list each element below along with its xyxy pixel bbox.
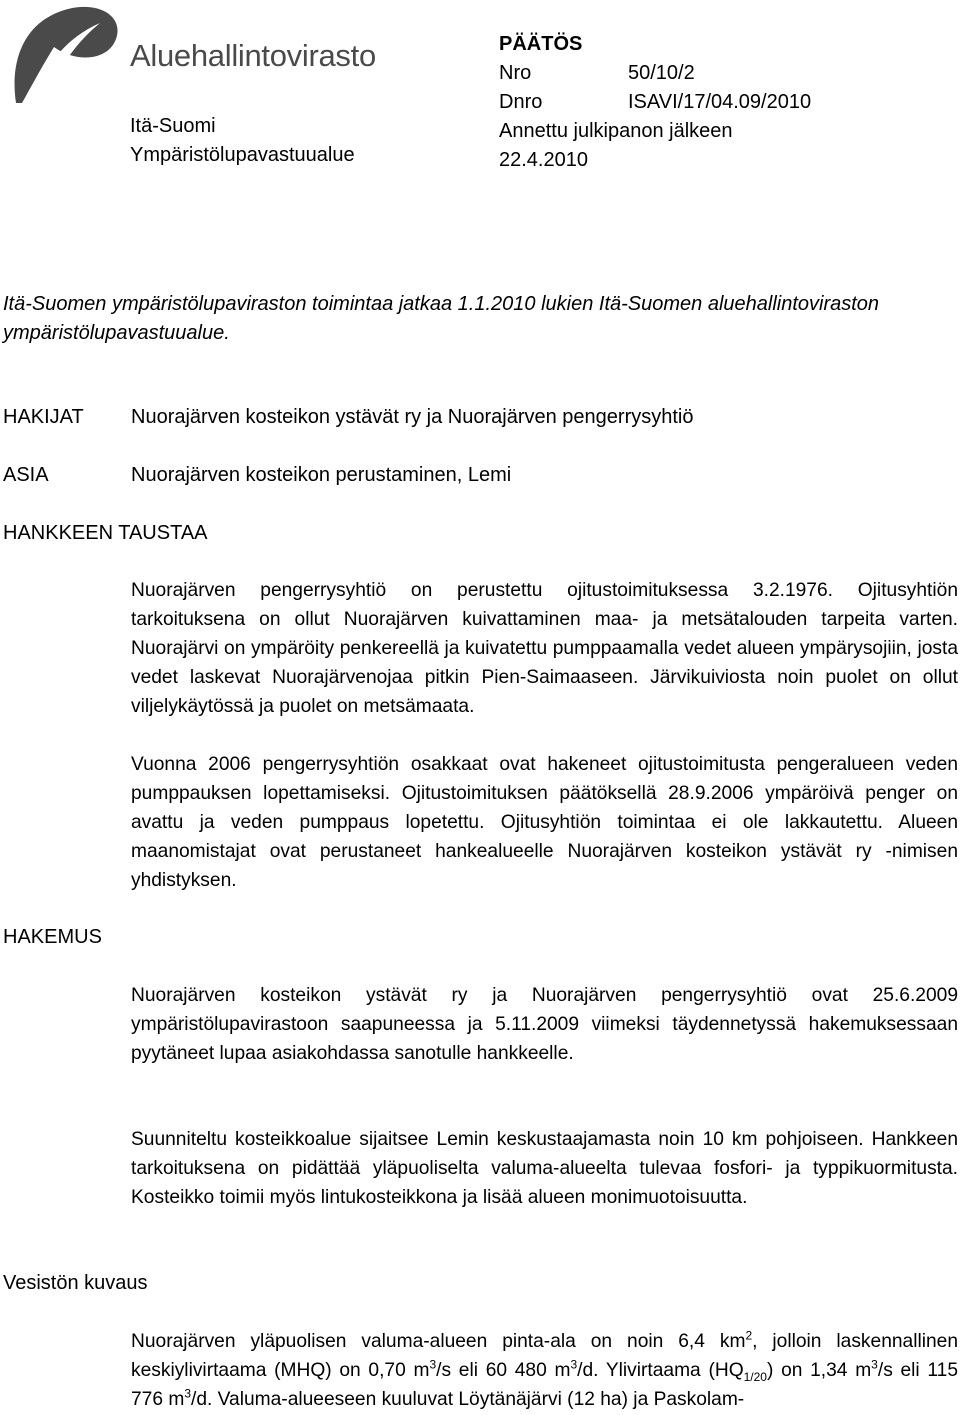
asia-label: ASIA: [3, 464, 49, 486]
decision-title: PÄÄTÖS: [499, 33, 583, 55]
section-heading-hakemus: HAKEMUS: [3, 926, 102, 948]
org-region: Itä-Suomi: [130, 115, 216, 137]
hakijat-label: HAKIJAT: [3, 406, 84, 428]
logo-wordmark: Aluehallintovirasto: [130, 38, 376, 73]
decision-header: [499, 30, 811, 175]
section-heading-vesisto: Vesistön kuvaus: [3, 1272, 148, 1294]
dnro-label: Dnro: [499, 91, 543, 113]
organisation-block: [130, 112, 355, 170]
dnro-value: ISAVI/17/04.09/2010: [628, 91, 812, 113]
taustaa-paragraph-2: Vuonna 2006 pengerrysyhtiön osakkaat ovat hakeneet ojitustoimitusta pengeralueen veden pumppauksen lopettamiseksi. Ojitustoimituksen päätöksellä 28.9.2006 ympäröivä penger on avattu ja veden pumppaus lopetettu. Ojitusyhtiön toimintaa ei ole lakkautettu. Alueen maanomistajat ovat perustaneet hankealueelle Nuorajärven kosteikon ystävät ry -nimisen yhdistyksen.: [131, 754, 958, 891]
asia-value: Nuorajärven kosteikon perustaminen, Lemi: [131, 464, 512, 486]
section-heading-taustaa: HANKKEEN TAUSTAA: [3, 522, 208, 544]
announced-label: Annettu julkipanon jälkeen: [499, 120, 733, 142]
org-unit: Ympäristölupavastuualue: [130, 144, 355, 166]
hakemus-paragraph-1: Nuorajärven kosteikon ystävät ry ja Nuorajärven pengerrysyhtiö ovat 25.6.2009 ympäristölupavirastoon saapuneessa ja 5.11.2009 viimeksi täydennetyssä hakemuksessaan pyytäneet lupaa asiakohdassa sanotulle hankkeelle.: [131, 985, 958, 1064]
nro-value: 50/10/2: [628, 62, 695, 84]
nro-label: Nro: [499, 62, 532, 84]
hakijat-value: Nuorajärven kosteikon ystävät ry ja Nuorajärven pengerrysyhtiö: [131, 406, 694, 428]
vesisto-paragraph-1: Nuorajärven yläpuolisen valuma-alueen pinta-ala on noin 6,4 $km^2$, jolloin laskennallinen keskiylivirtaama (MHQ) on 0,70 $m^3/s$ eli 60 480 $m^3/d$. Ylivirtaama $(HQ_{1/20})$ on 1,34 $m^3/s$ eli 115 776 $m^3/d$. Valuma-alueeseen kuuluvat Löytänäjärvi (12 ha) ja Paskolam-: [131, 1328, 959, 1410]
agency-logo-icon: [8, 3, 128, 107]
transfer-notice: Itä-Suomen ympäristölupaviraston toimintaa jatkaa 1.1.2010 lukien Itä-Suomen aluehallintoviraston ympäristölupavastuualue.: [3, 293, 880, 344]
hakemus-paragraph-2: Suunniteltu kosteikkoalue sijaitsee Lemin keskustaajamasta noin 10 km pohjoiseen. Hankkeen tarkoituksena on pidättää yläpuoliselta valuma-alueelta tulevaa fosfori- ja typpikuormitusta. Kosteikko toimii myös lintukosteikkona ja lisää alueen monimuotoisuutta.: [131, 1129, 958, 1208]
taustaa-paragraph-1: Nuorajärven pengerrysyhtiö on perustettu ojitustoimituksessa 3.2.1976. Ojitusyhtiön tarkoituksena on ollut Nuorajärven kuivattaminen maa- ja metsätalouden tarpeita varten. Nuorajärvi on ympäröity penkereellä ja kuivatettu pumppaamalla vedet alueen ympärysojiin, josta vedet laskevat Nuorajärvenojaa pitkin Pien-Saimaaseen. Järvikuiviosta noin puolet on ollut viljelykäytössä ja puolet on metsämaata.: [131, 580, 958, 717]
decision-number-row: [499, 59, 811, 88]
announced-date: 22.4.2010: [499, 149, 588, 171]
dnro-row: [499, 88, 811, 117]
